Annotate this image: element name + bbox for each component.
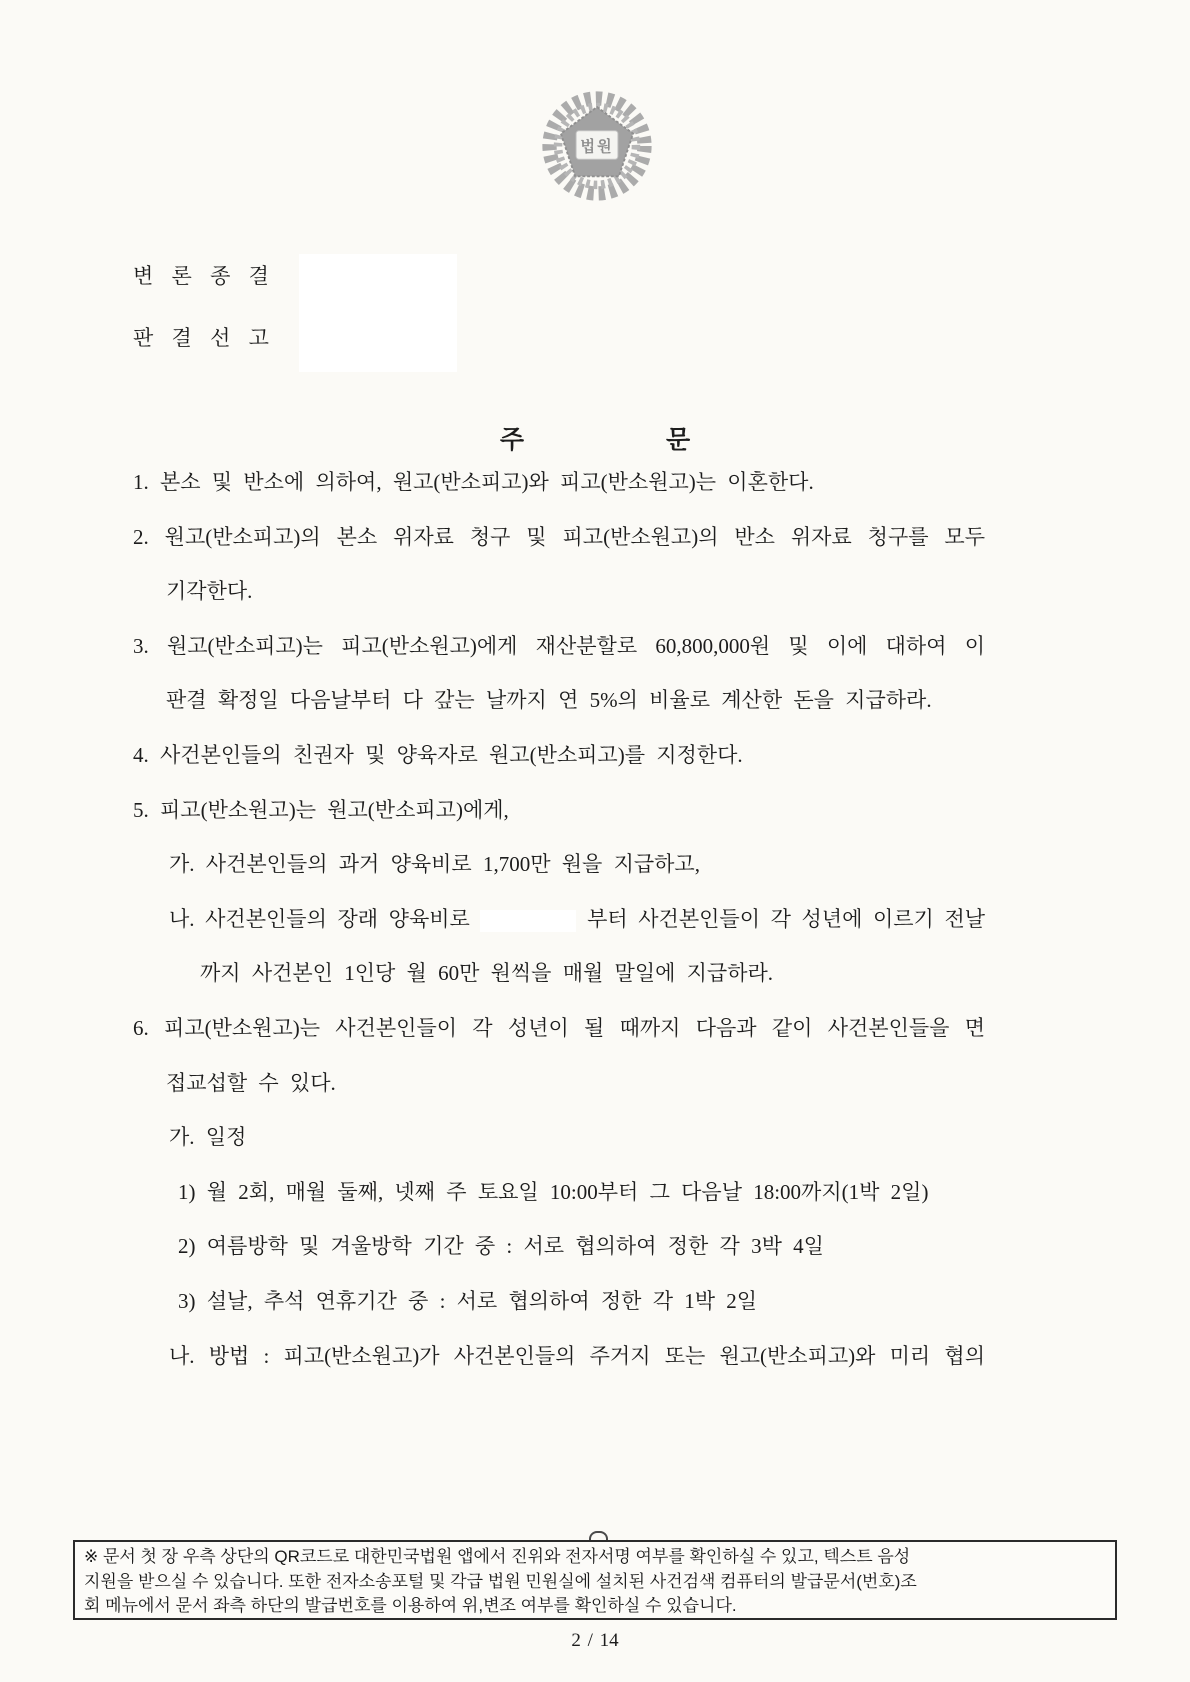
court-seal-emblem [540,88,654,202]
ruling-item-5-ga: 가. 사건본인들의 과거 양육비로 1,700만 원을 지급하고, [169,852,700,877]
ruling-item-1: 1. 본소 및 반소에 의하여, 원고(반소피고)와 피고(반소원고)는 이혼한다. [133,470,814,494]
judgment-pronouncement-label: 판 결 선 고 [133,326,271,350]
ruling-body [133,466,985,1394]
main-order-title [0,420,1190,456]
schedule-item-3: 3) 설날, 추석 연휴기간 중 : 서로 협의하여 정한 각 1박 2일 [178,1288,758,1313]
ruling-item-5: 5. 피고(반소원고)는 원고(반소피고)에게, [133,797,509,822]
ruling-item-2-cont: 기각한다. [166,579,253,604]
ruling-item-6: 6. 피고(반소원고)는 사건본인들이 각 성년이 될 때까지 다음과 같이 사건본인들을 면 [133,1015,985,1040]
ruling-item-5-na-after: 부터 사건본인들이 각 성년에 이르기 전날 [587,906,986,931]
closing-of-arguments-label: 변 론 종 결 [133,264,271,288]
ruling-item-6-ga-schedule: 가. 일정 [169,1125,247,1150]
main-order-title-left: 주 [499,427,524,454]
seal-label-text: 법원 [580,138,614,156]
redaction-box-dates [299,254,457,372]
verification-notice-line-1: ※ 문서 첫 장 우측 상단의 QR코드로 대한민국법원 앱에서 진위와 전자서명 여부를 확인하실 수 있고, 텍스트 음성 [84,1547,911,1566]
verification-notice-line-3: 회 메뉴에서 문서 좌측 하단의 발급번호를 이용하여 위,변조 여부를 확인하실 수 있습니다. [84,1596,737,1615]
ruling-item-4: 4. 사건본인들의 친권자 및 양육자로 원고(반소피고)를 지정한다. [133,742,743,767]
redaction-box-inline-date [480,910,576,932]
ruling-item-2: 2. 원고(반소피고)의 본소 위자료 청구 및 피고(반소원고)의 반소 위자료 청구를 모두 [133,524,985,549]
ruling-item-5-na [133,903,985,958]
ruling-item-6-na-method: 나. 방법 : 피고(반소원고)가 사건본인들의 주거지 또는 원고(반소피고)와 미리 협의 [169,1343,985,1368]
main-order-title-right: 문 [666,427,691,454]
schedule-item-1: 1) 월 2회, 매월 둘째, 넷째 주 토요일 10:00부터 그 다음날 18:00까지(1박 2일) [178,1179,929,1204]
ruling-item-5-na-cont: 까지 사건본인 1인당 월 60만 원씩을 매월 말일에 지급하라. [200,961,774,986]
ruling-item-6-cont: 접교섭할 수 있다. [166,1070,336,1095]
schedule-item-2: 2) 여름방학 및 겨울방학 기간 중 : 서로 협의하여 정한 각 3박 4일 [178,1234,824,1259]
ruling-item-5-na-before: 나. 사건본인들의 장래 양육비로 [169,906,470,931]
verification-notice-line-2: 지원을 받으실 수 있습니다. 또한 전자소송포털 및 각급 법원 민원실에 설치된 사건검색 컴퓨터의 발급문서(번호)조 [84,1571,917,1591]
page-number: 2 / 14 [571,1630,619,1651]
verification-notice-box [73,1540,1117,1620]
ruling-item-3: 3. 원고(반소피고)는 피고(반소원고)에게 재산분할로 60,800,000원 및 이에 대하여 이 [133,633,985,658]
ruling-item-3-cont: 판결 확정일 다음날부터 다 갚는 날까지 연 5%의 비율로 계산한 돈을 지급하라. [166,688,932,713]
